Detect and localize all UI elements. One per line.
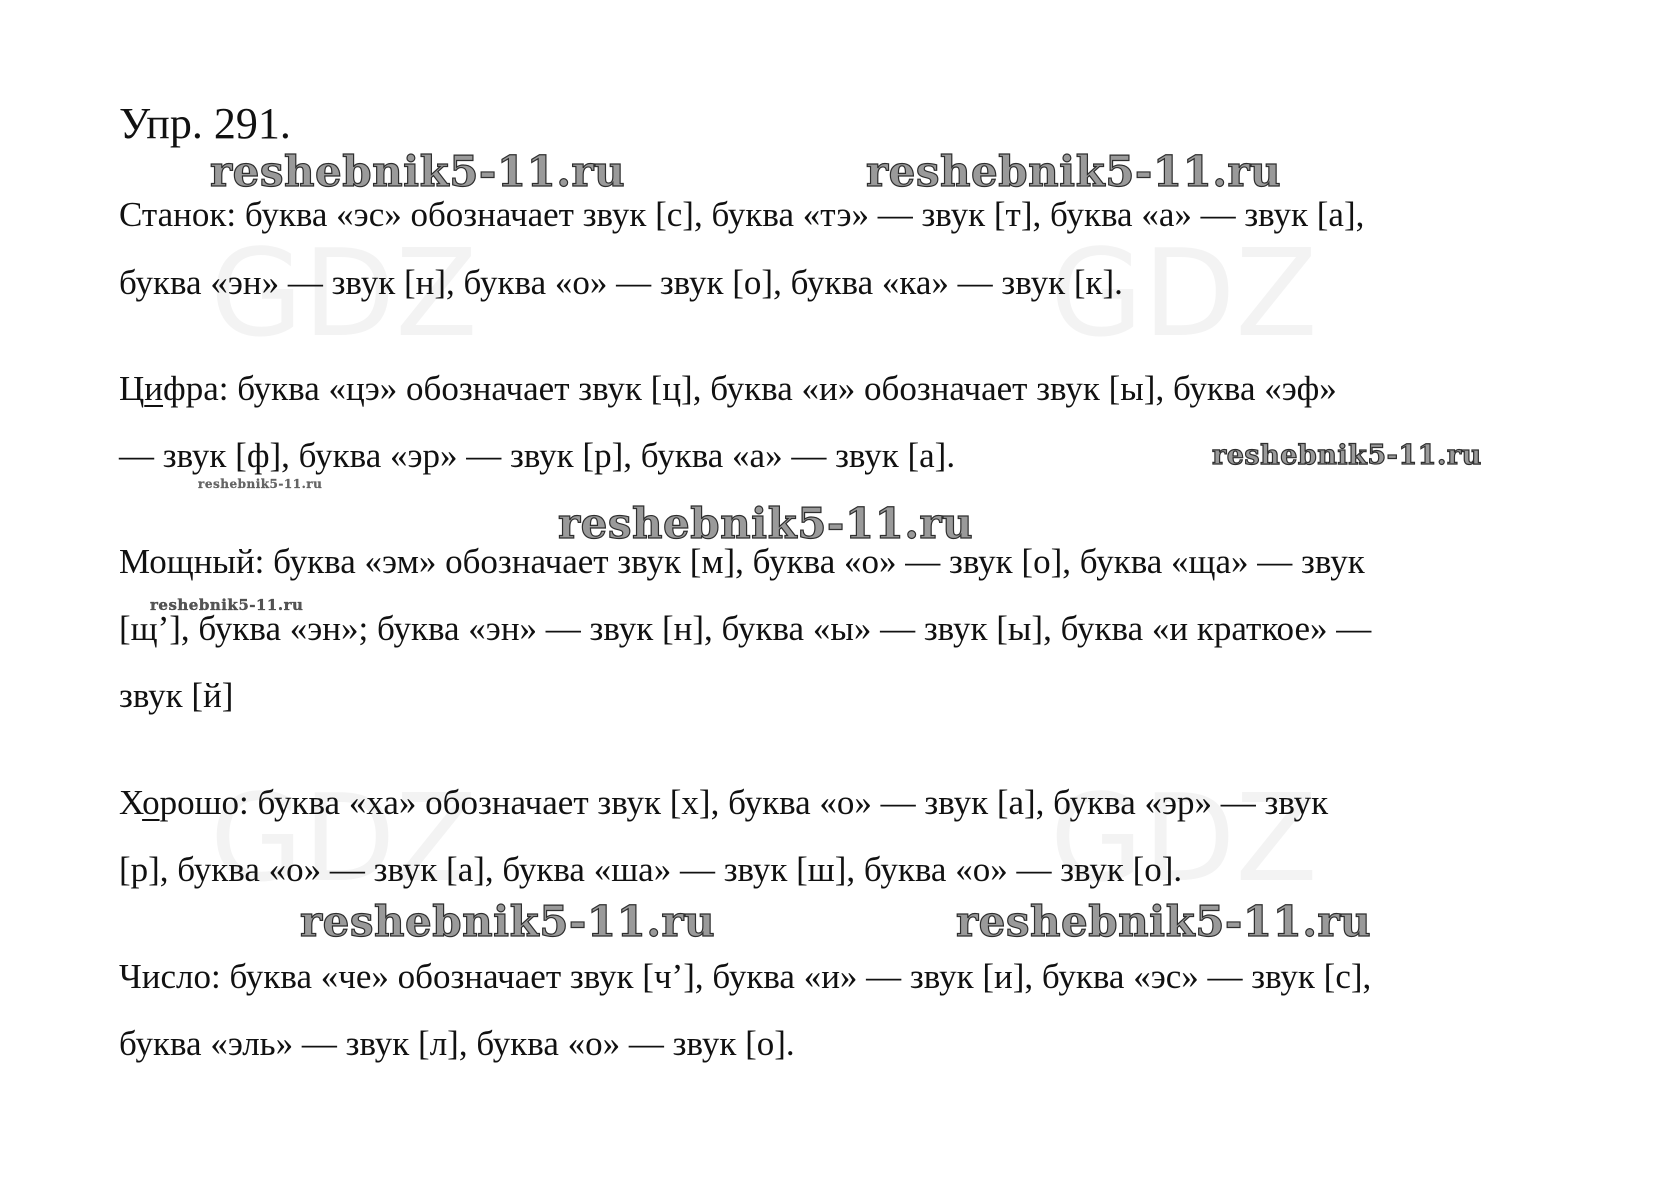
background-watermark-ghost: GDZ xyxy=(210,225,478,364)
watermark: reshebnik5-11.ru xyxy=(300,897,716,946)
watermark: reshebnik5-11.ru xyxy=(198,477,323,491)
background-watermark-ghost: GDZ xyxy=(210,770,478,909)
watermark: reshebnik5-11.ru xyxy=(150,596,304,614)
watermark: reshebnik5-11.ru xyxy=(558,499,974,548)
paragraph-1-line-2: буква «эн» — звук [н], буква «о» — звук [о], буква «ка» — звук [к]. xyxy=(119,263,1123,302)
background-watermark-ghost: GDZ xyxy=(1050,225,1318,364)
watermark: reshebnik5-11.ru xyxy=(866,147,1282,196)
watermark: reshebnik5-11.ru xyxy=(1212,440,1482,471)
paragraph-3-line-2: [щ’], буква «эн»; буква «эн» — звук [н], буква «ы» — звук [ы], буква «и краткое» — xyxy=(119,609,1372,648)
paragraph-4-line-2: [р], буква «о» — звук [а], буква «ша» — звук [ш], буква «о» — звук [о]. xyxy=(119,850,1183,889)
stress-underline: о xyxy=(142,783,160,822)
paragraph-4-line-1: Хорошо: буква «ха» обозначает звук [х], буква «о» — звук [а], буква «эр» — звук xyxy=(119,783,1329,822)
paragraph-2-line-2: — звук [ф], буква «эр» — звук [р], буква «а» — звук [а]. xyxy=(119,436,956,475)
exercise-title: Упр. 291. xyxy=(119,99,291,148)
paragraph-1-line-1: Станок: буква «эс» обозначает звук [с], буква «тэ» — звук [т], буква «а» — звук [а], xyxy=(119,195,1365,234)
paragraph-2-line-1: Цифра: буква «цэ» обозначает звук [ц], буква «и» обозначает звук [ы], буква «эф» xyxy=(119,369,1337,408)
paragraph-3-line-1: Мощный: буква «эм» обозначает звук [м], буква «о» — звук [о], буква «ща» — звук xyxy=(119,542,1365,581)
stress-underline: и xyxy=(144,369,164,408)
background-watermark-ghost: GDZ xyxy=(1050,770,1318,909)
watermark: reshebnik5-11.ru xyxy=(210,147,626,196)
watermark: reshebnik5-11.ru xyxy=(956,897,1372,946)
paragraph-5-line-2: буква «эль» — звук [л], буква «о» — звук [о]. xyxy=(119,1024,795,1063)
paragraph-5-line-1: Число: буква «че» обозначает звук [ч’], буква «и» — звук [и], буква «эс» — звук [с], xyxy=(119,957,1372,996)
paragraph-3-line-3: звук [й] xyxy=(119,676,234,715)
